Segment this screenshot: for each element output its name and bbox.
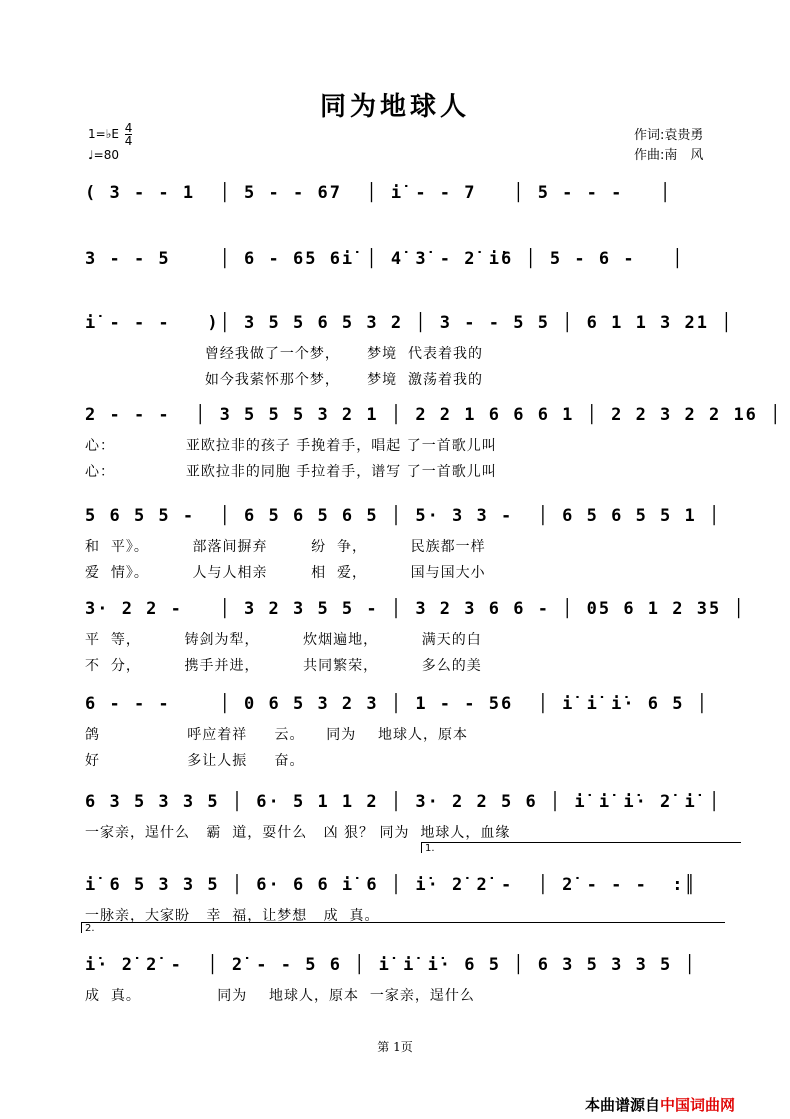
lyric-line: 如今我萦怀那个梦， 梦境 激荡着我的 — [85, 372, 484, 388]
notation-line: i̇ - - - )│ 3 5 5 6 5 3 2 │ 3 - - 5 5 │ 6 1 1 3 21 │ — [85, 313, 734, 333]
lyricist: 作词:袁贵勇 — [634, 128, 704, 143]
composer: 作曲:南 风 — [634, 148, 704, 163]
lyric-line: 心： 亚欧拉非的同胞 手拉着手，谱写 了一首歌儿叫 — [85, 464, 497, 480]
volta-bracket: 1. — [421, 842, 741, 853]
tempo-marking: ♩=80 — [88, 148, 119, 162]
score-row — [85, 785, 742, 865]
notation-line: 6 3 5 3 3 5 │ 6· 5 1 1 2 │ 3· 2 2 5 6 │ i̇ i̇ i̇· 2̇ i̇ │ — [85, 792, 722, 812]
score-row — [85, 306, 742, 386]
score-row — [85, 843, 742, 948]
lyric-line: 一脉亲，大家盼 幸 福，让梦想 成 真。 — [85, 908, 380, 924]
lyric-line: 成 真。 同为 地球人，原本 一家亲，逞什么 — [85, 988, 475, 1004]
credits — [634, 126, 703, 166]
source-prefix: 本曲谱源自 — [585, 1096, 661, 1114]
notation-line: i̇ 6 5 3 3 5 │ 6· 6 6 i̇ 6 │ i̇· 2̇ 2̇ - │ 2̇ - - - :║ — [85, 875, 697, 895]
lyric-line: 一家亲，逞什么 霸 道，耍什么 凶 狠？ 同为 地球人，血缘 — [85, 825, 511, 841]
lyric-line: 鸽 呼应着祥 云。 同为 地球人，原本 — [85, 727, 469, 743]
notation-line: 6 - - - │ 0 6 5 3 2 3 │ 1 - - 56 │ i̇ i̇ i̇· 6 5 │ — [85, 694, 709, 714]
notation-line: 3· 2 2 - │ 3 2 3 5 5 - │ 3 2 3 6 6 - │ 05 6 1 2 35 │ — [85, 599, 746, 619]
page-number: 第 1页 — [377, 1040, 413, 1054]
lyric-line: 平 等， 铸剑为犁， 炊烟遍地， 满天的白 — [85, 632, 482, 648]
score-row — [85, 923, 742, 1028]
notation-line: 3 - - 5 │ 6 - 65 6i̇ │ 4̇ 3̇ - 2̇ i̇6 │ 5 - 6 - │ — [85, 249, 685, 269]
key-and-meter — [88, 122, 132, 147]
score-row — [85, 398, 783, 480]
lyric-line: 心： 亚欧拉非的孩子 手挽着手，唱起 了一首歌儿叫 — [85, 438, 497, 454]
score-row — [85, 499, 742, 579]
time-signature — [125, 122, 133, 147]
score-row — [85, 592, 746, 674]
song-title: 同为地球人 — [319, 92, 470, 122]
time-signature-bottom: 4 — [124, 134, 133, 148]
lyric-line: 曾经我做了一个梦， 梦境 代表着我的 — [85, 346, 484, 362]
notation-line: ( 3 - - 1 │ 5 - - 67 │ i̇ - - 7 │ 5 - - - │ — [85, 183, 673, 203]
key-signature-block — [88, 122, 132, 164]
lyric-line: 和 平》。 部落间摒弃 纷 争， 民族都一样 — [85, 539, 486, 555]
volta-bracket: 2. — [81, 922, 725, 933]
notation-line: i̇· 2̇ 2̇ - │ 2̇ - - 5 6 │ i̇ i̇ i̇· 6 5 │ 6 3 5 3 3 5 │ — [85, 955, 697, 975]
source-site: 中国词曲网 — [660, 1096, 736, 1114]
source-credit — [585, 1094, 735, 1115]
lyric-line: 爱 情》。 人与人相亲 相 爱， 国与国大小 — [85, 565, 486, 581]
lyric-line: 不 分， 携手并进， 共同繁荣， 多么的美 — [85, 658, 482, 674]
time-signature-top: 4 — [124, 121, 133, 135]
key-signature: 1=♭E — [88, 127, 119, 141]
notation-line: 2 - - - │ 3 5 5 5 3 2 1 │ 2 2 1 6 6 6 1 │ 2 2 3 2 2 16 │ — [85, 405, 783, 425]
score-row — [85, 687, 742, 767]
lyric-line: 好 多让人振 奋。 — [85, 753, 305, 769]
notation-line: 5 6 5 5 - │ 6 5 6 5 6 5 │ 5· 3 3 - │ 6 5 6 5 5 1 │ — [85, 506, 722, 526]
